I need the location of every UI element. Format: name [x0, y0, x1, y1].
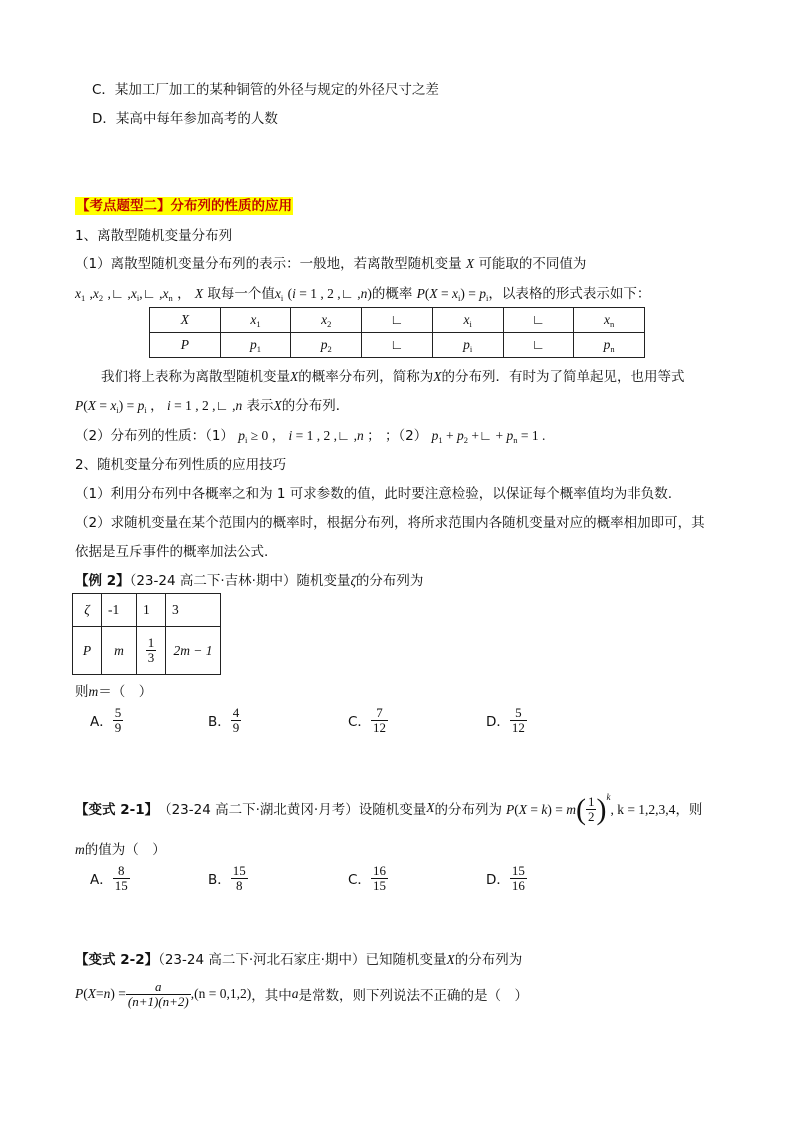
- point2-line3: 依据是互斥事件的概率加法公式.: [75, 544, 269, 560]
- table-cell: $x_i$: [432, 308, 503, 333]
- table-cell: ∟: [362, 333, 433, 358]
- table-cell: ζ: [73, 594, 102, 627]
- table-cell: 3: [166, 594, 221, 627]
- option-a[interactable]: A． $\frac{5}{9}$: [90, 705, 122, 735]
- option-d[interactable]: D． $\frac{5}{12}$: [486, 705, 525, 735]
- variant22-formula-line: P ( X = n ) = $\frac{a}{(n+1)(n+2)}$ ,(n = 0,1,2) ，其中 a 是常数，则下列说法不正确的是（ ）: [75, 978, 528, 1009]
- option-c[interactable]: C． $\frac{7}{12}$: [348, 705, 386, 735]
- table-cell: m: [102, 627, 137, 675]
- table-cell: ∟: [503, 308, 574, 333]
- distribution-table: [149, 307, 645, 358]
- option-a[interactable]: A． $\frac{8}{15}$: [90, 863, 128, 893]
- table-cell: $p_1$: [220, 333, 291, 358]
- section-heading: 【考点题型二】分布列的性质的应用: [76, 198, 292, 214]
- point1-title: 1、离散型随机变量分布列: [75, 228, 233, 244]
- table-cell: ∟: [503, 333, 574, 358]
- point1-para3: （2）分布列的性质：（1） $p_i \ge 0$ ， i = 1 , 2 ,∟ ,n ； ；（2） $p_1 + p_2$ +∟ + $p_n = 1$ .: [75, 428, 546, 445]
- table-cell: ∟: [362, 308, 433, 333]
- point2-line2: （2）求随机变量在某个范围内的概率时，根据分布列，将所求范围内各随机变量对应的概率相加即可，其: [75, 515, 705, 531]
- table-cell: $x_n$: [574, 308, 645, 333]
- option-c[interactable]: C． $\frac{16}{15}$: [348, 863, 386, 893]
- example2-heading: 【例 2】（23-24 高二下·吉林·期中）随机变量ζ的分布列为: [75, 573, 424, 589]
- fraction: $\frac{1}{3}$: [147, 635, 155, 665]
- table-cell: $p_2$: [291, 333, 362, 358]
- variant21-line2: m的值为（ ）: [75, 842, 166, 858]
- table-cell: 1: [137, 594, 166, 627]
- table-cell: P: [150, 333, 221, 358]
- option-b[interactable]: B． $\frac{4}{9}$: [208, 705, 240, 735]
- table-cell: $p_n$: [574, 333, 645, 358]
- point1-para1-line1: （1）离散型随机变量分布列的表示：一般地，若离散型随机变量 X 可能取的不同值为: [75, 256, 587, 272]
- option-b[interactable]: B． $\frac{15}{8}$: [208, 863, 246, 893]
- variant21-heading: 【变式 2-1】 （23-24 高二下·湖北黄冈·月考）设随机变量 X 的分布列为 P(X = k) = m( $\frac{1}{2}$ )$^k$, k = 1,2,3,4 ，则: [75, 791, 703, 826]
- option-c-text: C．某加工厂加工的某种铜管的外径与规定的外径尺寸之差: [92, 82, 439, 98]
- table-cell: $x_1$: [220, 308, 291, 333]
- variant22-heading: 【变式 2-2】（23-24 高二下·河北石家庄·期中）已知随机变量X的分布列为: [75, 952, 523, 968]
- option-d-text: D．某高中每年参加高考的人数: [92, 111, 278, 127]
- point1-para2-line2: $P(X = x_i) = p_i$ ， i = 1 , 2 ,∟ ,n 表示X的分布列．: [75, 398, 350, 415]
- table-cell: $p_i$: [432, 333, 503, 358]
- point1-para1-line2: $x_1$ $,x_2$ ,∟ $,x_i,∟$ $,x_n$ ， X 取每一个值$x_i$ (i = 1 , 2 ,∟ ,n)的概率 $P(X = x_i) = p_i$，以表格的形式表示如下：: [75, 286, 651, 303]
- point2-title: 2、随机变量分布列性质的应用技巧: [75, 457, 287, 473]
- variant21-options: [90, 864, 590, 904]
- point2-line1: （1）利用分布列中各概率之和为 1 可求参数的值，此时要注意检验，以保证每个概率值均为非负数.: [75, 486, 673, 502]
- option-d[interactable]: D． $\frac{15}{16}$: [486, 863, 525, 893]
- example2-options: [90, 706, 590, 746]
- example2-table: [72, 593, 221, 675]
- example2-question: 则m＝（ ）: [75, 684, 153, 700]
- table-cell: $x_2$: [291, 308, 362, 333]
- table-cell: -1: [102, 594, 137, 627]
- table-cell: [137, 627, 166, 675]
- table-cell: 2m − 1: [166, 627, 221, 675]
- point1-para2-line1: 我们将上表称为离散型随机变量X的概率分布列，简称为X的分布列．有时为了简单起见，也用等式: [101, 369, 685, 385]
- table-cell: X: [150, 308, 221, 333]
- fraction: $\frac{a}{(n+1)(n+2)}$: [127, 978, 189, 1009]
- table-cell: P: [73, 627, 102, 675]
